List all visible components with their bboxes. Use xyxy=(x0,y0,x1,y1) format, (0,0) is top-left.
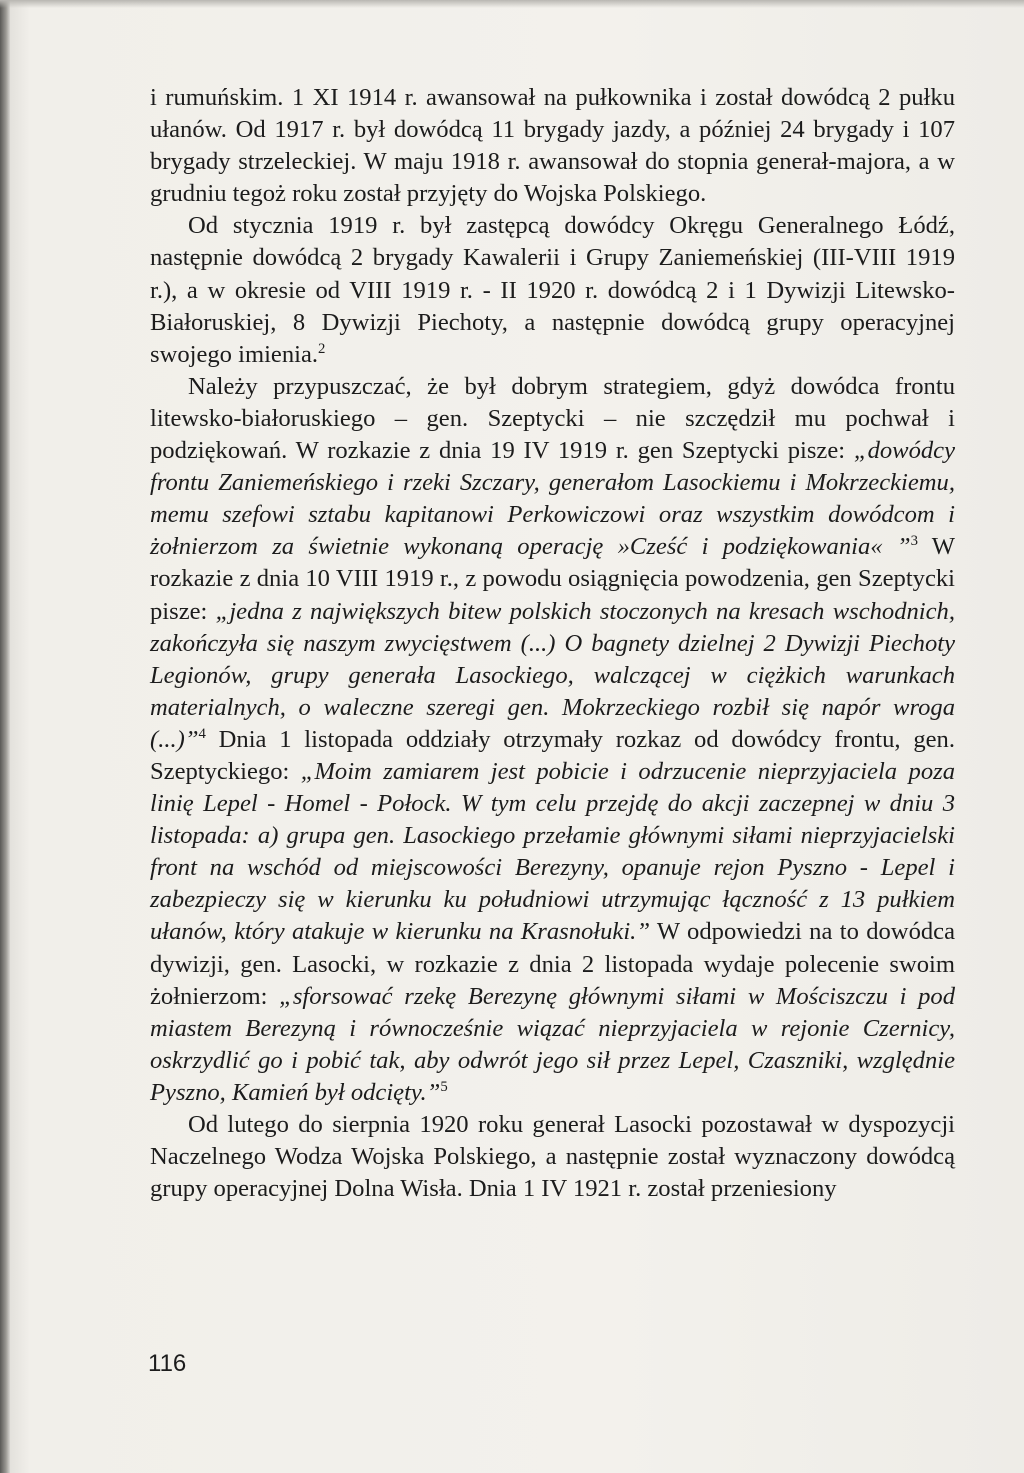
text-run: Od lutego do sierpnia 1920 roku generał Lasocki pozostawał w dyspozycji Naczelnego Wodza Wojska Polskiego, a następnie został wyznaczony dowódcą grupy operacyjnej Dolna Wisła. Dnia 1 IV 1921 r. został przeniesiony xyxy=(150,1111,955,1203)
text-run: W rozkazie z dnia 10 VIII 1919 r., z powodu osiągnięcia powodzenia, gen Szeptycki pisze: xyxy=(150,533,955,625)
footnote-ref: 5 xyxy=(440,1079,448,1096)
quoted-text: „dowódcy frontu Zaniemeńskiego i rzeki Szczary, generałom Lasockiemu i Mokrzeckiemu, memu szefowi sztabu kapitanowi Perkowiczowi oraz wszystkim dowódcom i żołnierzom za świetnie wykonaną operację »Cześć i podziękowania« ” xyxy=(150,437,955,561)
binding-shadow xyxy=(0,0,10,1473)
quoted-text: „jedna z największych bitew polskich stoczonych na kresach wschodnich, zakończyła się naszym zwycięstwem (...) O bagnety dzielnej 2 Dywizji Piechoty Legionów, grupy generała Lasockiego, walczącej w ciężkich warunkach materialnych, o waleczne szeregi gen. Mokrzeckiego rozbił się napór wroga (...)” xyxy=(150,597,956,753)
text-run: W odpowiedzi na to dowódca dywizji, gen. Lasocki, w rozkazie z dnia 2 listopada wydaje polecenie swoim żołnierzom: xyxy=(150,918,955,1010)
text-run: i rumuńskim. 1 XI 1914 r. awansował na pułkownika i został dowódcą 2 pułku ułanów. Od 1917 r. był dowódcą 11 brygady jazdy, a później 24 brygady i 107 brygady strzeleckiej. W maju 1918 r. awansował do stopnia generał-majora, a w grudniu tegoż roku został przyjęty do Wojska Polskiego. xyxy=(150,84,955,208)
paragraph-2 xyxy=(150,210,955,370)
quoted-text: „Moim zamiarem jest pobicie i odrzucenie nieprzyjaciela poza linię Lepel - Homel - Połock. W tym celu przejdę do akcji zaczepnej w dniu 3 listopada: a) grupa gen. Lasockiego przełamie głównymi siłami nieprzyjacielski front na wschód od miejscowości Berezyny, opanuje rejon Pyszno - Lepel i zabezpieczy się w kierunku ku południowi utrzymując łączność z 13 pułkiem ułanów, który atakuje w kierunku na Krasnołuki.” xyxy=(150,757,955,946)
footnote-ref: 2 xyxy=(318,340,326,357)
paragraph-1 xyxy=(150,82,955,210)
text-run: Dnia 1 listopada oddziały otrzymały rozkaz od dowódcy frontu, gen. Szeptyckiego: xyxy=(150,725,955,785)
paragraph-3 xyxy=(150,371,955,1109)
quoted-text: „sforsować rzekę Berezynę głównymi siłami w Mościszczu i pod miastem Berezyną i równocześnie wiązać nieprzyjaciela w rejonie Czernicy, oskrzydlić go i pobić tak, aby odwrót jego sił przez Lepel, Czaszniki, względnie Pyszno, Kamień był odcięty.” xyxy=(150,982,955,1106)
footnote-ref: 3 xyxy=(910,533,918,550)
text-run: Od stycznia 1919 r. był zastępcą dowódcy Okręgu Generalnego Łódź, następnie dowódcą 2 brygady Kawalerii i Grupy Zaniemeńskiej (III-VIII 1919 r.), a w okresie od VIII 1919 r. - II 1920 r. dowódcą 2 i 1 Dywizji Litewsko-Białoruskiej, 8 Dywizji Piechoty, a następnie dowódcą grupy operacyjnej swojego imienia. xyxy=(150,212,955,368)
top-edge-shadow xyxy=(0,0,1024,8)
paragraph-4 xyxy=(150,1109,955,1205)
body-text xyxy=(150,82,955,1205)
footnote-ref: 4 xyxy=(198,726,206,743)
text-run: Należy przypuszczać, że był dobrym strategiem, gdyż dowódca frontu litewsko-białoruskiego – gen. Szeptycki – nie szczędził mu pochwał i podziękowań. W rozkazie z dnia 19 IV 1919 r. gen Szeptycki pisze: xyxy=(150,372,955,465)
page-number: 116 xyxy=(148,1350,187,1377)
